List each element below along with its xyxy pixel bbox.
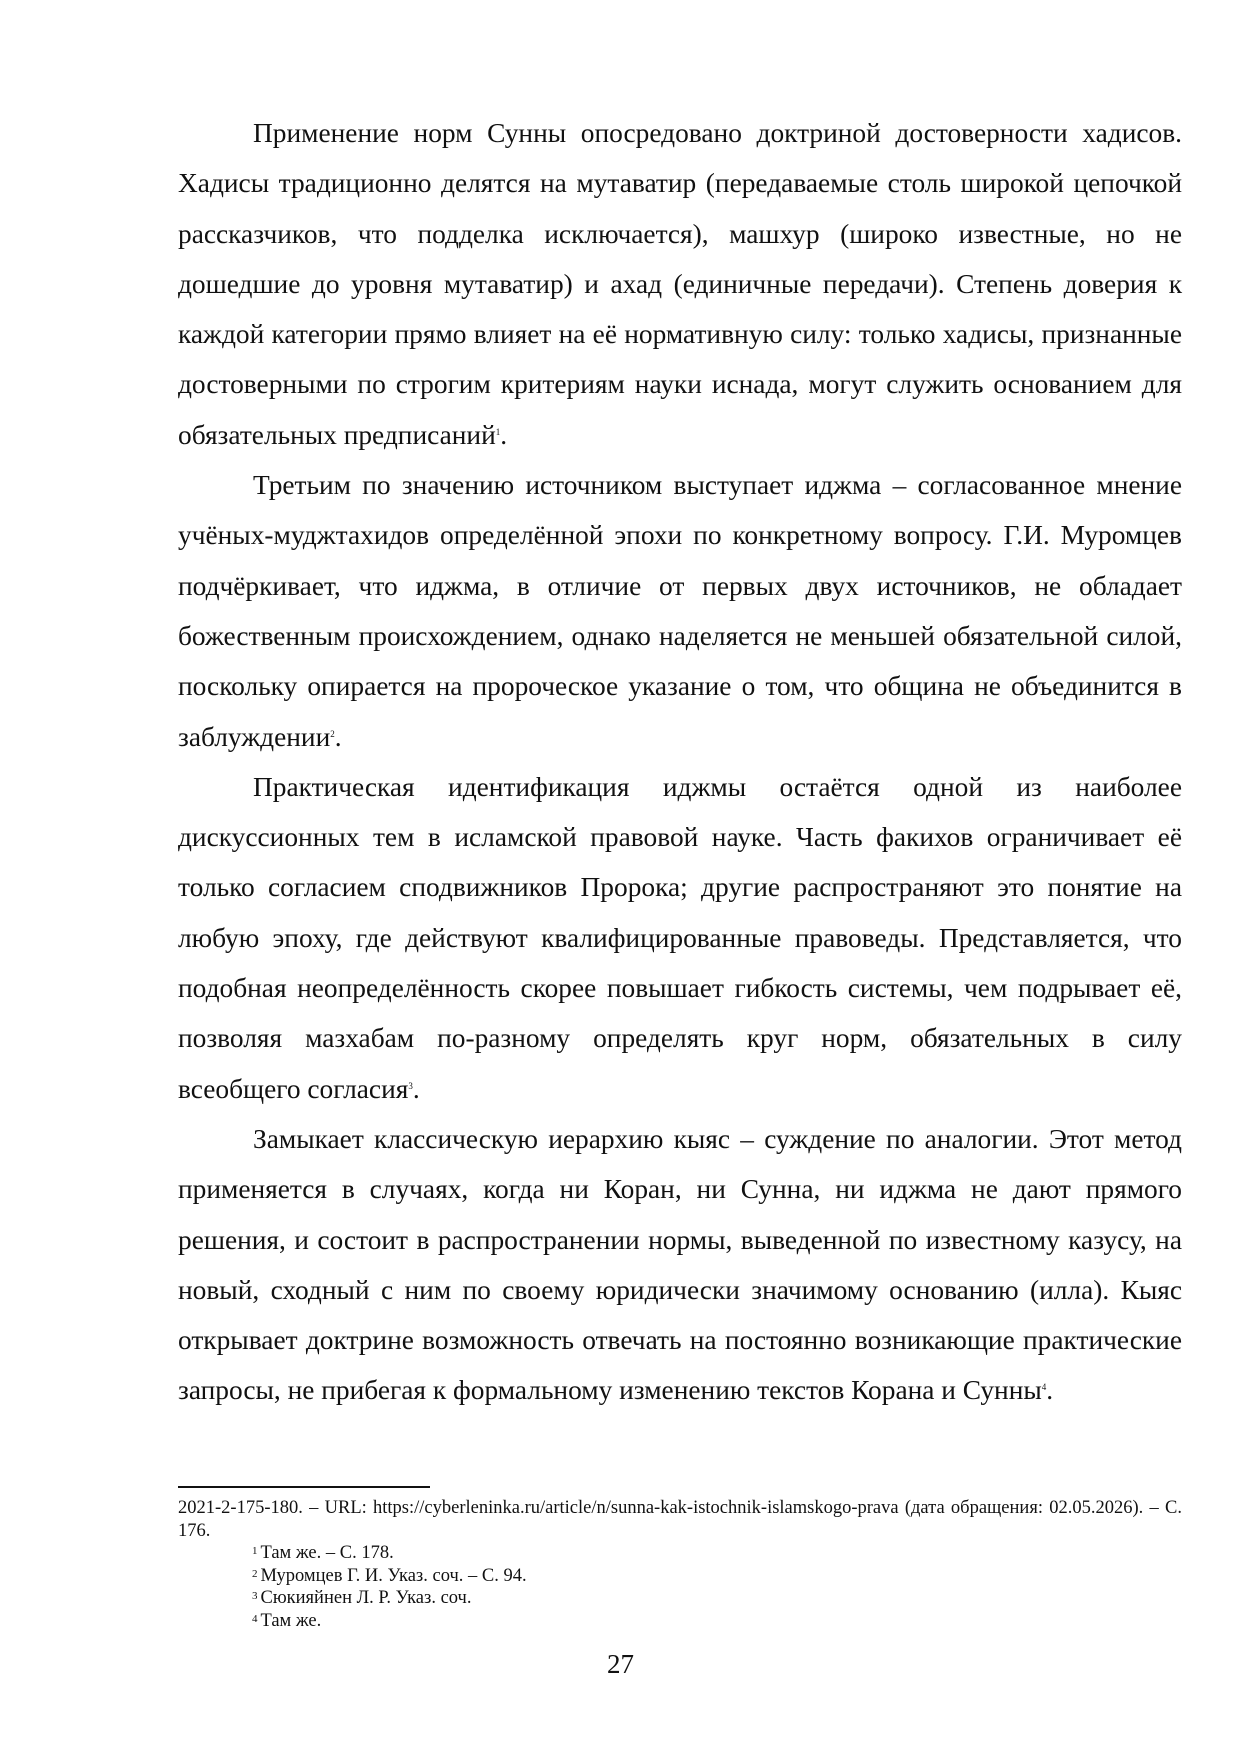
paragraph-text: Практическая идентификация иджмы остаётся одной из наиболее дискуссионных тем в исламской правовой науке. Часть факихов ограничивает её только согласием сподвижников Пророка; другие распространяют это понятие на любую эпоху, где действуют квалифицированные правоведы. Представляется, что подобная неопределённость скорее повышает гибкость системы, чем подрывает её, позволяя мазхабам по-разному определять круг норм, обязательных в силу всеобщего согласия	[178, 771, 1182, 1104]
footnote-number: 2	[252, 1567, 258, 1580]
page-number: 27	[607, 1649, 634, 1679]
footnote	[178, 1587, 1182, 1610]
footnote-text: Там же. – С. 178.	[260, 1543, 394, 1563]
paragraph-end: .	[412, 1073, 420, 1104]
footnote	[178, 1565, 1182, 1588]
paragraph	[178, 1114, 1182, 1416]
footnote	[178, 1610, 1182, 1633]
body-text	[178, 108, 1182, 1416]
footnote-continuation: 2021-2-175-180. – URL: https://cyberleninka.ru/article/n/sunna-kak-istochnik-islamskogo-prava (дата обращения: 02.05.2026). – С. 176.	[178, 1498, 1182, 1541]
footnote-text: Там же.	[260, 1610, 322, 1631]
paragraph-end: .	[334, 721, 342, 752]
footnote-text: Сюкияйнен Л. Р. Указ. соч.	[260, 1588, 472, 1608]
footnote-separator	[178, 1486, 430, 1488]
paragraph-end: .	[500, 419, 508, 450]
footnote-number: 1	[252, 1545, 258, 1557]
footnote	[178, 1542, 1182, 1565]
footnote-number: 4	[252, 1612, 258, 1625]
paragraph	[178, 460, 1182, 762]
paragraph-text: Третьим по значению источником выступает иджма – согласованное мнение учёных-муджтахидов определённой эпохи по конкретному вопросу. Г.И. Муромцев подчёркивает, что иджма, в отличие от первых двух источников, не обладает божественным происхождением, однако наделяется не меньшей обязательной силой, поскольку опирается на пророческое указание о том, что община не объединится в заблуждении	[178, 470, 1182, 752]
footnote-text: Муромцев Г. И. Указ. соч. – С. 94.	[260, 1565, 527, 1586]
paragraph	[178, 108, 1182, 460]
paragraph	[178, 762, 1182, 1114]
footnote-reference[interactable]: 3	[408, 1080, 413, 1091]
paragraph-end: .	[1046, 1375, 1054, 1406]
footnote-reference[interactable]: 2	[330, 728, 335, 739]
paragraph-text: Замыкает классическую иерархию кыяс – суждение по аналогии. Этот метод применяется в случаях, когда ни Коран, ни Сунна, ни иджма не дают прямого решения, и состоит в распространении нормы, выведенной по известному казусу, на новый, сходный с ним по своему юридически значимому основанию (илла). Кыяс открывает доктрине возможность отвечать на постоянно возникающие практические запросы, не прибегая к формальному изменению текстов Корана и Сунны	[178, 1123, 1182, 1406]
footnotes	[178, 1497, 1182, 1632]
paragraph-text: Применение норм Сунны опосредовано доктриной достоверности хадисов. Хадисы традиционно делятся на мутаватир (передаваемые столь широкой цепочкой рассказчиков, что подделка исключается), машхур (широко известные, но не дошедшие до уровня мутаватир) и ахад (единичные передачи). Степень доверия к каждой категории прямо влияет на её нормативную силу: только хадисы, признанные достоверными по строгим критериям науки иснада, могут служить основанием для обязательных предписаний	[178, 118, 1182, 450]
footnote-number: 3	[252, 1590, 258, 1602]
footnote-reference[interactable]: 1	[495, 426, 501, 437]
footnote-reference[interactable]: 4	[1041, 1382, 1047, 1393]
